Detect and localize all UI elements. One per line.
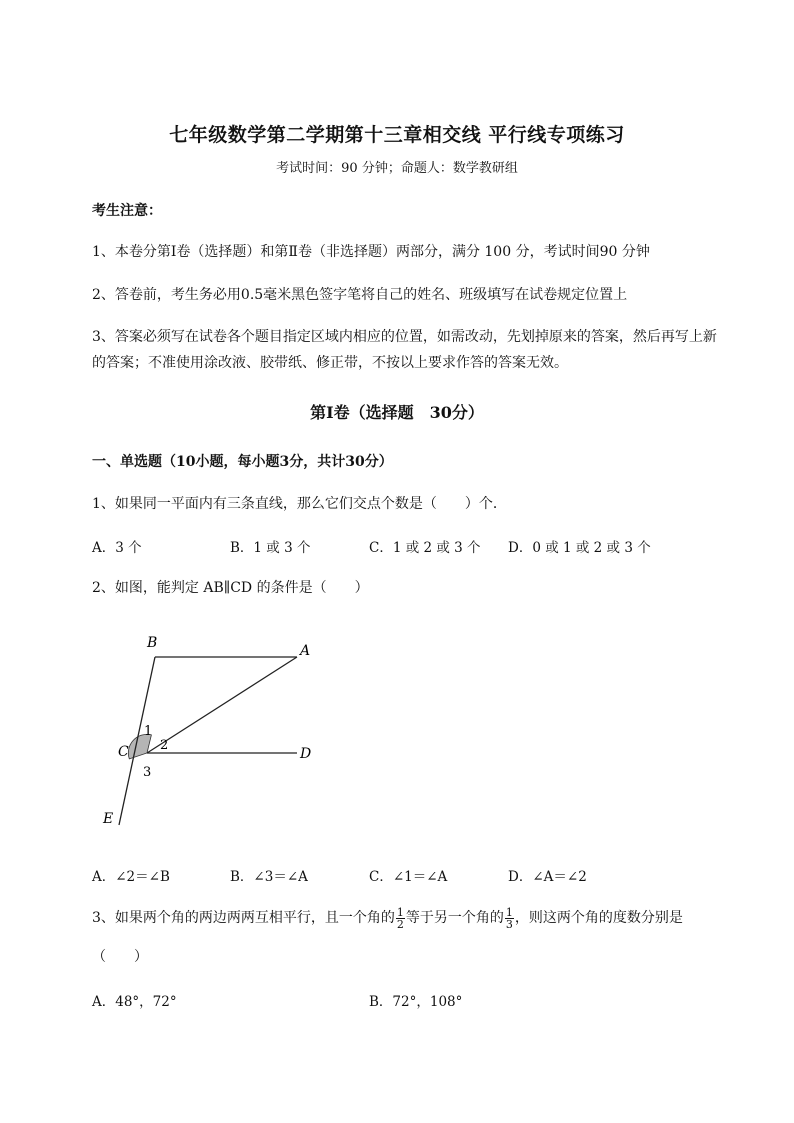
q3-option-b: B．72°，108° bbox=[369, 994, 463, 1010]
frac2-numerator: 1 bbox=[505, 905, 513, 919]
notice-item-1: 1、本卷分第Ⅰ卷（选择题）和第Ⅱ卷（非选择题）两部分，满分 100 分，考试时间90 分钟 bbox=[92, 244, 650, 260]
question-3-text bbox=[92, 906, 683, 930]
q3-answer-blank: （ ） bbox=[92, 949, 148, 965]
q3-text-part1: 3、如果两个角的两边两两互相平行，且一个角的 bbox=[92, 910, 395, 926]
notice-item-3: 3、答案必须写在试卷各个题目指定区域内相应的位置，如需改动，先划掉原来的答案，然后再写上新 bbox=[92, 329, 717, 345]
frac2-denominator: 3 bbox=[505, 917, 513, 931]
label-e: E bbox=[103, 811, 114, 827]
angle-label-3: 3 bbox=[143, 765, 152, 780]
label-b: B bbox=[147, 635, 158, 651]
angle-label-2: 2 bbox=[160, 738, 169, 753]
fraction-one-half bbox=[396, 907, 405, 930]
q2-option-a: A．∠2＝∠B bbox=[92, 869, 170, 885]
q1-option-d: D．0 或 1 或 2 或 3 个 bbox=[508, 540, 651, 556]
notice-item-3-cont: 的答案；不准使用涂改液、胶带纸、修正带，不按以上要求作答的答案无效。 bbox=[92, 355, 568, 371]
page-title: 七年级数学第二学期第十三章相交线 平行线专项练习 bbox=[169, 124, 625, 146]
q1-option-b: B．1 或 3 个 bbox=[230, 540, 311, 556]
q3-option-a: A．48°，72° bbox=[92, 994, 177, 1010]
label-d: D bbox=[300, 746, 312, 762]
angle-label-1: 1 bbox=[144, 724, 153, 739]
frac1-numerator: 1 bbox=[396, 905, 404, 919]
question-2-text: 2、如图，能判定 AB∥CD 的条件是（ ） bbox=[92, 580, 369, 596]
question-1-text: 1、如果同一平面内有三条直线，那么它们交点个数是（ ）个． bbox=[92, 496, 507, 512]
q3-text-part2: 等于另一个角的 bbox=[405, 910, 504, 926]
q1-option-c: C．1 或 2 或 3 个 bbox=[369, 540, 481, 556]
q3-text-part3: ，则这两个角的度数分别是 bbox=[514, 910, 683, 926]
q2-option-b: B．∠3＝∠A bbox=[230, 869, 308, 885]
section-title: 第Ⅰ卷（选择题 30分） bbox=[310, 403, 484, 422]
geometry-figure bbox=[90, 625, 330, 835]
part-heading: 一、单选题（10小题，每小题3分，共计30分） bbox=[92, 454, 393, 470]
q2-option-d: D．∠A＝∠2 bbox=[508, 869, 587, 885]
notice-item-2: 2、答卷前，考生务必用0.5毫米黑色签字笔将自己的姓名、班级填写在试卷规定位置上 bbox=[92, 287, 628, 303]
notice-heading: 考生注意： bbox=[92, 203, 162, 219]
exam-info: 考试时间：90 分钟；命题人：数学教研组 bbox=[276, 161, 518, 176]
label-a: A bbox=[300, 643, 311, 659]
frac1-denominator: 2 bbox=[396, 917, 404, 931]
label-c: C bbox=[118, 744, 129, 760]
segment-ca bbox=[147, 657, 297, 753]
q2-option-c: C．∠1＝∠A bbox=[369, 869, 448, 885]
q1-option-a: A．3 个 bbox=[92, 540, 142, 556]
fraction-one-third bbox=[505, 907, 514, 930]
